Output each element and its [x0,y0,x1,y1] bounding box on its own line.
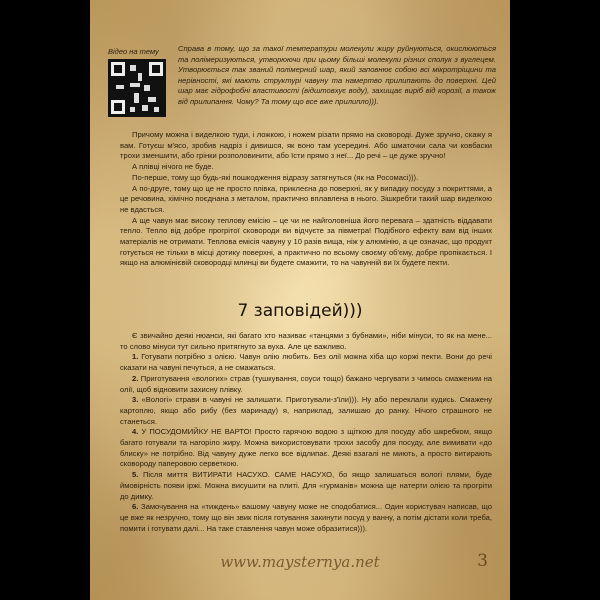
rule-item: 4. У ПОСУДОМИЙКУ НЕ ВАРТО! Просто гарячою водою з щіткою для посуду або шкребком, якщо багато готували та нагоріло жиру. Можна використовувати трохи засобу для посуду, але вимивати «до блиску» не потрібно. Від чавуну дуже легко все відлипає. Деякі взагалі не миють, а просто витирають сковороду паперовою серветкою. [120,427,492,469]
qr-code-icon[interactable] [108,59,166,117]
paragraph: А по-друге, тому що це не просто плівка, приклеєна до поверхні, як у випадку посуду з покриттями, а це речовина, хімічно поєднана з металом, практично вплавлена в нього. Зішкребти такий шар виделкою не вдасться. [120,183,492,214]
document-page [90,0,510,600]
paragraph: Причому можна і виделкою туди, і ложкою, і ножем різати прямо на сковороді. Дуже зручно, скажу я вам. Готуєш м'ясо, зробив надріз і дивишся, як воно там усередині. Або шматочки сала чи ковбаски трохи зменшити, або грінки розполовинити, або їсти прямо з неї... До речі – це дуже зручно! [120,130,492,161]
page-number: 3 [477,551,488,571]
rule-item: 3. «Вологі» страви в чавуні не залишати. Приготували-з'їли))). Ну або переклали кудись. Смажену картоплю, якщо або рибу (без маринаду) я, наприклад, залишаю до ранку. Нічого страшного не станеться. [120,395,492,426]
rule-item: 2. Приготування «вологих» страв (тушкування, соуси тощо) бажано чергувати з чимось смаженим на олії, щоб відновити захисну плівку. [120,373,492,394]
qr-label: Відео на тему [108,47,159,56]
paragraph: А ще чавун має високу теплову емісію – це чи не найголовніша його перевага – здатність віддавати тепло. Тепло від добре прогрітої сковороди ви відчуєте за півметра! Подібного ефекту вам від інших матеріалів не отримати. Теплова емісія чавуну у 10 разів вища, ніж у алюмінію, а це означає, що продукт готується не тільки в місці дотику поверхні, а практично по всьому своєму об'єму, добре пропікається. І якщо на алюмінієвій сковородці млинці ви будете смажити, то на чавунній ви їх будете пекти. [120,215,492,268]
qr-section [108,47,173,117]
intro-paragraph: Справа в тому, що за такої температури молекули жиру руйнуються, окислюються та полімеризуються, утворюючи при цьому більші молекули різних сполук з вуглецем. Утворюється так званий полімерний шар, який заповнює собою всі мікротріщини та нерівності, які мають структурі чавуну та намертво прилипають до поверхні. Цей шар має гідрофобні властивості (відштовхує воду), захищає виріб від корозії, а також від прилипання. Чому? Та тому що все вже прилипло))). [178,44,496,106]
rule-item: 5. Після миття ВИТИРАТИ НАСУХО. САМЕ НАСУХО, бо якщо залишаться вологі плями, буде ймовірність появи іржі. Можна висушити на плиті. Для «гурманів» можна ще натерти олією та прогріти до димку. [120,470,492,501]
body-paragraphs [120,130,492,269]
paragraph: А плівці нічого не буде. [132,162,214,172]
rule-item: 1. Готувати потрібно з олією. Чавун олію любить. Без олії можна хіба що коржі пекти. Вони до речі сказати на чавуні печуться, а не смажаться. [120,352,492,373]
footer-website-link[interactable]: www.maysternya.net [220,553,380,571]
section-heading: 7 заповідей))) [237,301,363,321]
rules-list [120,331,492,534]
rule-item: 6. Замочування на «тиждень» вашому чавуну може не сподобатися... Один користувач написав, що це вже як незручно, тому що він звик після готування закинути посуд у ванну, а потім дістати коли треба, помити і готувати далі... На таке ставлення чавун може образитися))). [120,502,492,533]
paragraph: По-перше, тому що будь-які пошкодження відразу затягнуться (як на Росомасі))). [132,172,419,182]
rules-intro: Є звичайно деякі нюанси, які багато хто називає «танцями з бубнами», ніби мінуси, то як на мене... то слово мінуси тут сильно притягнуто за вуха. Але це важливо. [120,331,492,351]
